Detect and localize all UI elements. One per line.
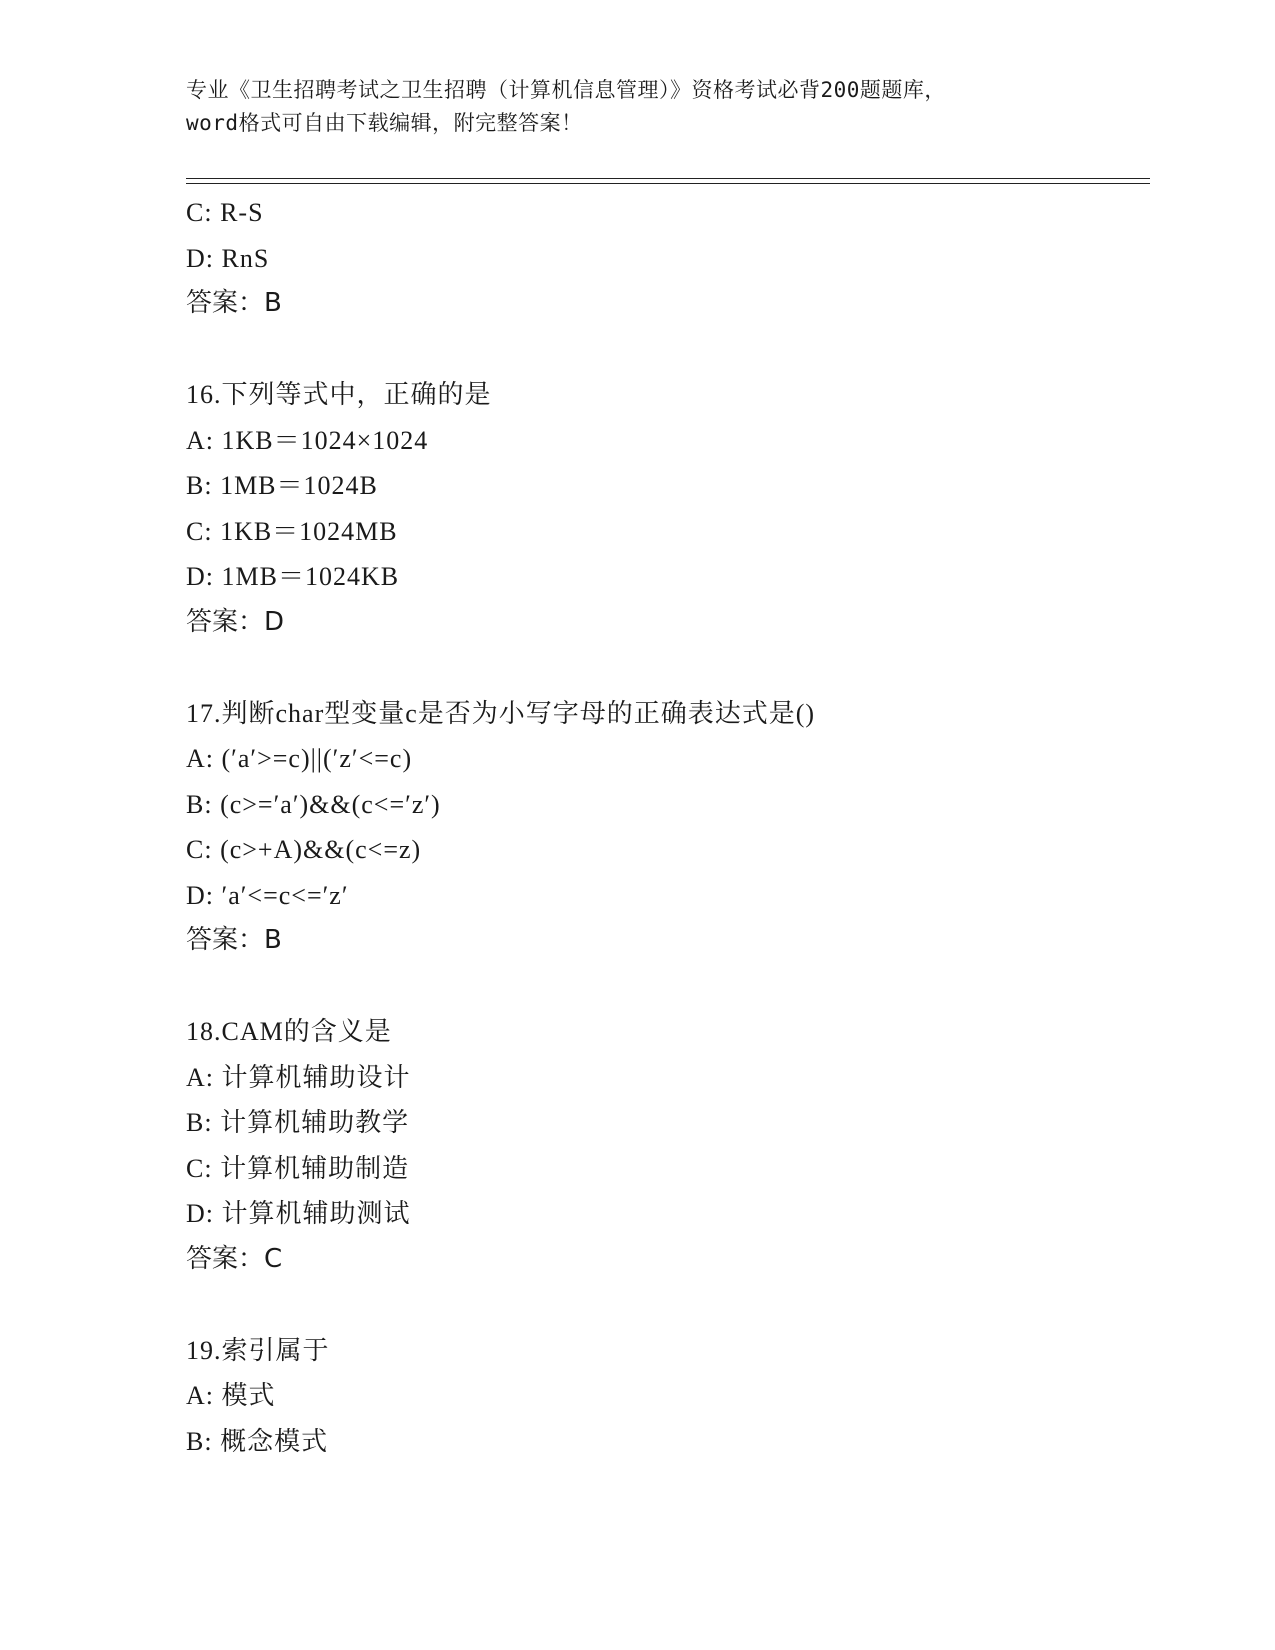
blank-spacer bbox=[186, 1282, 1146, 1328]
question-stem: 18.CAM的含义是 bbox=[186, 1017, 392, 1046]
header-title-line-2: word格式可自由下载编辑，附完整答案！ bbox=[186, 111, 583, 135]
blank-spacer bbox=[186, 327, 1146, 373]
option-line: D: RnS bbox=[186, 243, 270, 273]
option-line: A: 计算机辅助设计 bbox=[186, 1062, 411, 1092]
question-stem: 19.索引属于 bbox=[186, 1335, 330, 1365]
answer-line: 答案：B bbox=[186, 288, 282, 318]
option-line: B: 1MB＝1024B bbox=[186, 471, 378, 500]
option-line: C: 计算机辅助制造 bbox=[186, 1153, 410, 1183]
option-line: C: (c>+A)&&(c<=z) bbox=[186, 835, 422, 864]
answer-line: 答案：C bbox=[186, 1243, 283, 1274]
option-line: A: 模式 bbox=[186, 1381, 276, 1410]
option-line: A: (′a′>=c)||(′z′<=c) bbox=[186, 744, 413, 773]
document-header bbox=[186, 74, 1086, 140]
option-line: C: R-S bbox=[186, 198, 264, 227]
option-line: B: 概念模式 bbox=[186, 1426, 329, 1456]
option-line: D: 1MB＝1024KB bbox=[186, 562, 400, 591]
option-line: D: ′a′<=c<=′z′ bbox=[186, 880, 349, 910]
option-line: A: 1KB＝1024×1024 bbox=[186, 425, 429, 455]
option-line: B: (c>=′a′)&&(c<=′z′) bbox=[186, 789, 441, 819]
header-title-line-1: 专业《卫生招聘考试之卫生招聘（计算机信息管理）》资格考试必背200题题库， bbox=[186, 78, 946, 102]
blank-spacer bbox=[186, 964, 1146, 1010]
option-line: C: 1KB＝1024MB bbox=[186, 516, 398, 546]
question-stem: 17.判断char型变量c是否为小写字母的正确表达式是() bbox=[186, 698, 816, 728]
question-stem: 16.下列等式中，正确的是 bbox=[186, 380, 492, 409]
option-line: B: 计算机辅助教学 bbox=[186, 1108, 410, 1137]
header-divider-top bbox=[186, 178, 1150, 179]
option-line: D: 计算机辅助测试 bbox=[186, 1199, 411, 1228]
answer-line: 答案：D bbox=[186, 606, 285, 637]
answer-line: 答案：B bbox=[186, 925, 282, 955]
blank-spacer bbox=[186, 645, 1146, 691]
question-list bbox=[186, 190, 1146, 1464]
header-divider-bottom bbox=[186, 183, 1150, 184]
